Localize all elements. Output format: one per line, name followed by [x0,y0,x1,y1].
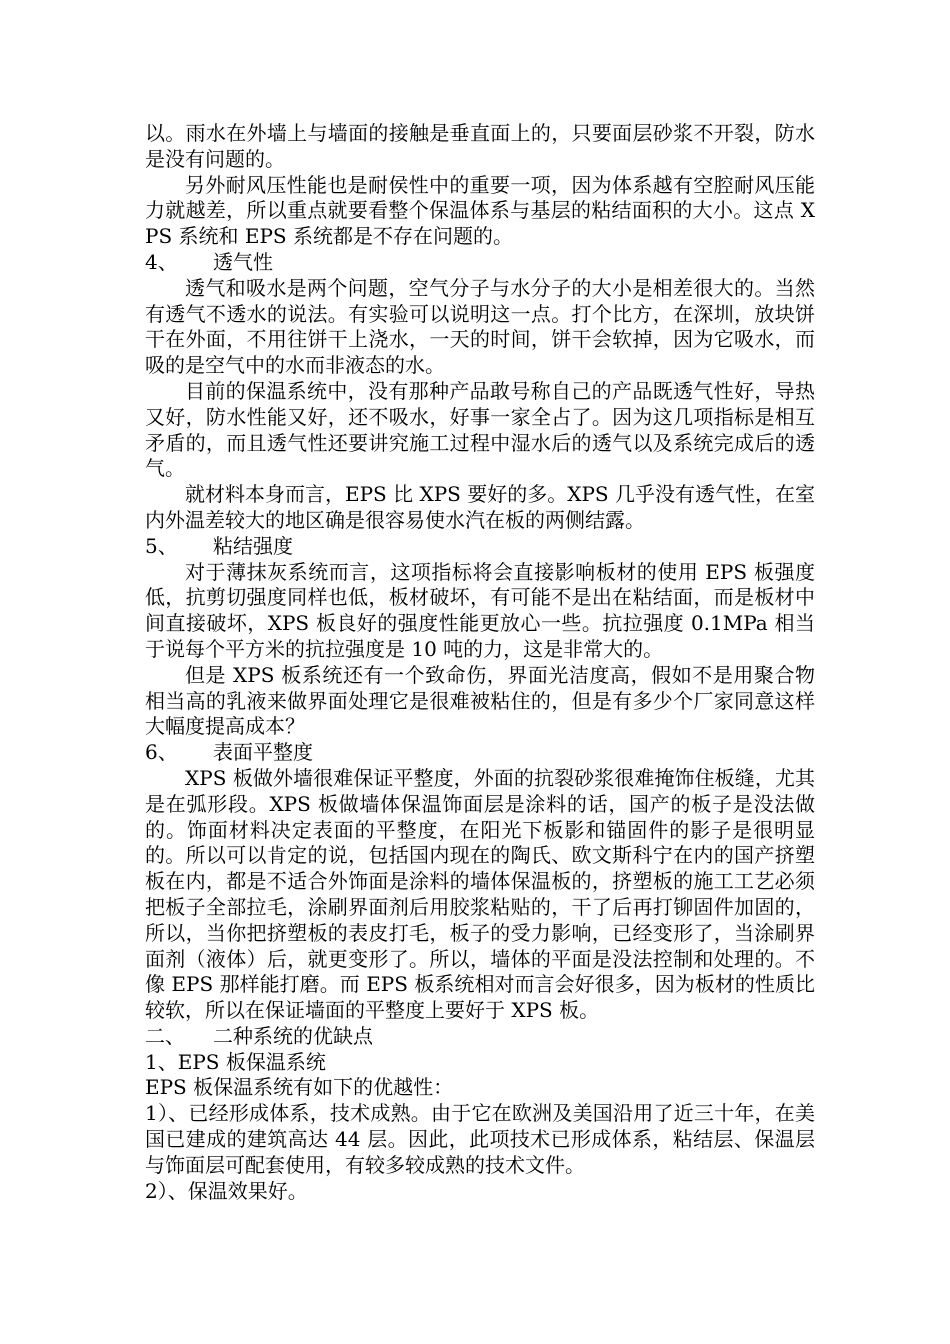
paragraph-breathability-3: 就材料本身而言，EPS 比 XPS 要好的多。XPS 几乎没有透气性，在室内外温差较大的地区确是很容易使水汽在板的两侧结露。 [145,482,815,532]
list-item-insulation-effect: 2）、保温效果好。 [145,1178,308,1203]
heading-bond-strength [145,534,815,560]
paragraph-bond-strength-2: 但是 XPS 板系统还有一个致命伤，界面光洁度高，假如不是用聚合物相当高的乳液来做界面处理它是很难被粘住的，但是有多少个厂家同意这样大幅度提高成本？ [145,662,815,739]
heading-number: 4、 [145,249,178,274]
heading-label: 透气性 [213,249,273,274]
heading-label: 表面平整度 [213,740,313,765]
paragraph-breathability-2: 目前的保温系统中，没有那种产品敢号称自己的产品既透气性好，导热又好，防水性能又好，还不吸水，好事一家全占了。因为这几项指标是相互矛盾的，而且透气性还要讲究施工过程中湿水后的透气以及系统完成后的透气。 [145,378,815,481]
paragraph-breathability-1: 透气和吸水是两个问题，空气分子与水分子的大小是相差很大的。当然有透气不透水的说法。有实验可以说明这一点。打个比方，在深圳，放块饼干在外面，不用往饼干上浇水，一天的时间，饼干会软掉，因为它吸水，而吸的是空气中的水而非液态的水。 [145,275,815,378]
heading-number: 6、 [145,740,178,765]
list-item-mature-technology: 1）、已经形成体系，技术成熟。由于它在欧洲及美国沿用了近三十年，在美国已建成的建筑高达 44 层。因此，此项技术已形成体系，粘结层、保温层与饰面层可配套使用，有较多较成熟的技术文件。 [145,1101,815,1177]
paragraph-bond-strength-1: 对于薄抹灰系统而言，这项指标将会直接影响板材的使用 EPS 板强度低，抗剪切强度同样也低，板材破坏，有可能不是出在粘结面，而是板材中间直接破坏，XPS 板良好的强度性能更放心一些。抗拉强度 0.1MPa 相当于说每个平方米的抗拉强度是 10 吨的力，这是非常大的。 [145,559,815,661]
paragraph-waterproof-end: 以。雨水在外墙上与墙面的接触是垂直面上的，只要面层砂浆不开裂，防水是没有问题的。 [145,121,815,171]
heading-breathability [145,250,815,276]
subheading-eps-system: 1、EPS 板保温系统 [145,1049,326,1074]
heading-label: 粘结强度 [213,533,293,558]
heading-number: 5、 [145,533,178,558]
paragraph-wind-pressure: 另外耐风压性能也是耐侯性中的重要一项，因为体系越有空腔耐风压能力就越差，所以重点就要看整个保温体系与基层的粘结面积的大小。这点 XPS 系统和 EPS 系统都是不存在问题的。 [145,172,815,249]
heading-surface-flatness [145,740,815,766]
paragraph-surface-flatness: XPS 板做外墙很难保证平整度，外面的抗裂砂浆很难掩饰住板缝，尤其是在弧形段。XPS 板做墙体保温饰面层是涂料的话，国产的板子是没法做的。饰面材料决定表面的平整度，在阳光下板影和锚固件的影子是很明显的。所以可以肯定的说，包括国内现在的陶氏、欧文斯科宁在内的国产挤塑板在内，都是不适合外饰面是涂料的墙体保温板的，挤塑板的施工工艺必须把板子全部拉毛，涂刷界面剂后用胶浆粘贴的，干了后再打铆固件加固的，所以，当你把挤塑板的表皮打毛，板子的受力影响，已经变形了，当涂刷界面剂（液体）后，就更变形了。所以，墙体的平面是没法控制和处理的。不像 EPS 那样能打磨。而 EPS 板系统相对而言会好很多，因为板材的性质比较软，所以在保证墙面的平整度上要好于 XPS 板。 [145,765,815,1023]
paragraph-eps-advantages-intro: EPS 板保温系统有如下的优越性： [145,1075,454,1100]
section-label: 二种系统的优缺点 [213,1023,373,1048]
document-page [145,121,815,1204]
section-number: 二、 [145,1023,185,1048]
section-heading-pros-cons [145,1024,815,1050]
